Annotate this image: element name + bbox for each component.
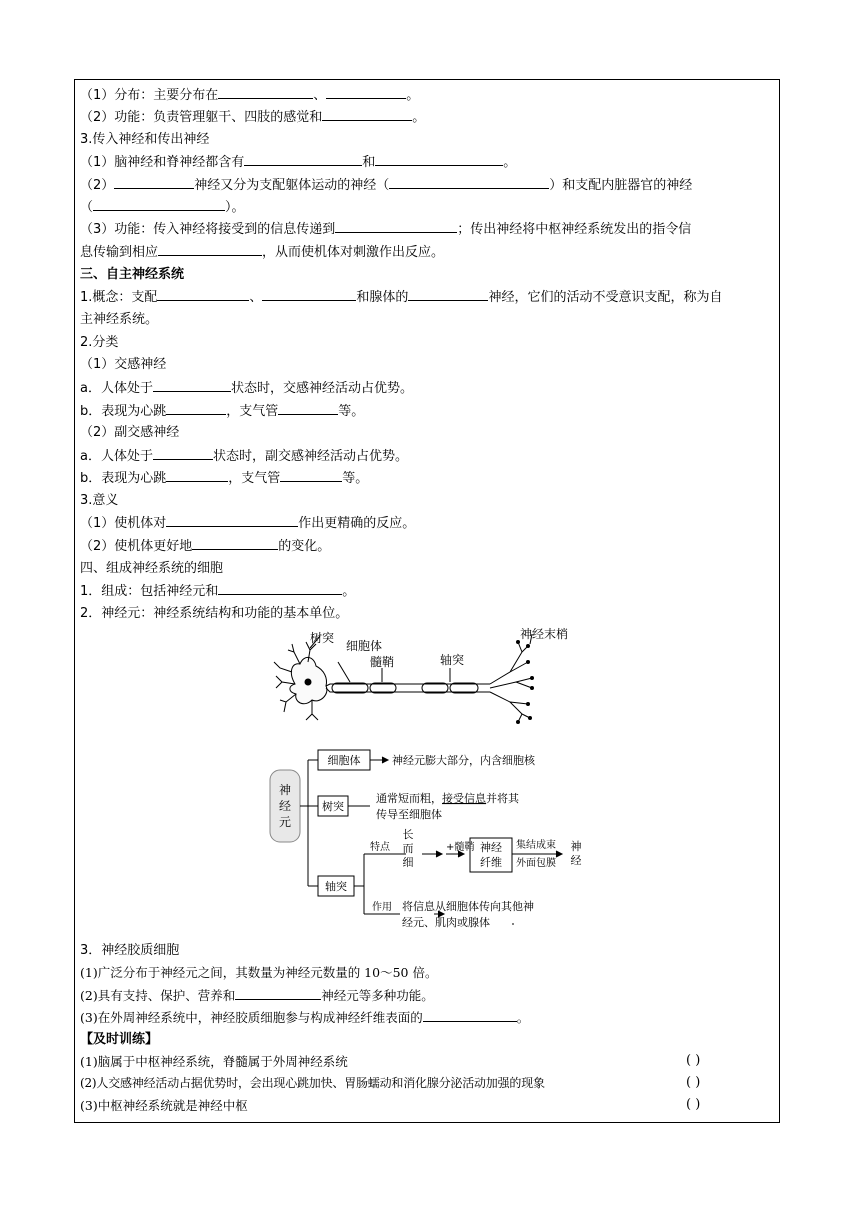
line-nerve-function: （3）功能：传入神经将接受到的信息传递到 ；传出神经将中枢神经系统发出的指令信: [80, 222, 692, 237]
answer-paren-1[interactable]: ( ): [686, 1053, 701, 1068]
blank[interactable]: [244, 153, 362, 166]
label-axon: 轴突: [440, 653, 465, 667]
chart-long: 长: [402, 828, 414, 841]
line-concept-2: 主神经系统。: [80, 312, 159, 327]
line-glia-2: (2)具有支持、保护、营养和 神经元等多种功能。: [80, 988, 434, 1003]
label-terminal: 神经末梢: [520, 627, 569, 641]
question-3: (3)中枢神经系统就是神经中枢: [80, 1098, 248, 1113]
heading-practice: 【及时训练】: [80, 1032, 159, 1047]
line-neuron-def: 2．神经元：神经系统结构和功能的基本单位。: [80, 606, 349, 621]
blank[interactable]: [153, 379, 231, 392]
heading-afferent-efferent: 3.传入神经和传出神经: [80, 132, 210, 147]
blank[interactable]: [326, 86, 406, 99]
line-efferent-split: （2） 神经又分为支配躯体运动的神经（ ）和支配内脏器官的神经: [80, 178, 693, 193]
answer-paren-3[interactable]: ( ): [686, 1097, 701, 1112]
chart-plus-myelin: +髓鞘: [446, 842, 475, 853]
blank[interactable]: [192, 537, 278, 550]
answer-paren-2[interactable]: ( ): [686, 1075, 701, 1090]
section-autonomic: 三、自主神经系统: [80, 267, 185, 282]
blank[interactable]: [93, 198, 225, 211]
line-function: （2）功能：负责管理躯干、四肢的感觉和 。: [80, 110, 426, 125]
chart-bundle: 集结成束: [516, 840, 556, 851]
line-sym-state: a．人体处于 状态时，交感神经活动占优势。: [80, 381, 413, 396]
chart-root-2: 经: [278, 799, 292, 813]
chart-function: 作用: [372, 902, 392, 913]
line-distribution: （1）分布：主要分布在 、 。: [80, 88, 420, 103]
blank[interactable]: [157, 288, 249, 301]
line-concept: 1.概念：支配 、 和腺体的 神经，它们的活动不受意识支配，称为自: [80, 290, 723, 305]
chart-nerve-2: 经: [570, 854, 582, 867]
line-nerve-function-2: 息传输到相应 ，从而使机体对刺激作出反应。: [80, 245, 445, 260]
line-meaning-2: （2）使机体更好地 的变化。: [80, 539, 331, 554]
blank[interactable]: [218, 86, 313, 99]
neuron-concept-chart: [266, 738, 606, 932]
blank[interactable]: [322, 108, 412, 121]
chart-func-desc-2: 经元、肌肉或腺体: [402, 916, 490, 929]
chart-fiber-1: 神经: [480, 841, 502, 854]
blank[interactable]: [235, 987, 321, 1000]
blank[interactable]: [280, 469, 342, 482]
chart-fiber-2: 纤维: [480, 856, 502, 869]
blank[interactable]: [114, 176, 194, 189]
chart-axon: 轴突: [325, 880, 347, 893]
blank[interactable]: [335, 220, 457, 233]
line-sym-effect: b．表现为心跳 ，支气管 等。: [80, 404, 365, 419]
line-glia-1: (1)广泛分布于神经元之间，其数量为神经元数量的 10～50 倍。: [80, 965, 438, 980]
chart-root-1: 神: [278, 783, 292, 797]
line-meaning-1: （1）使机体对 作出更精确的反应。: [80, 516, 416, 531]
question-2: (2)人交感神经活动占据优势时，会出现心跳加快、胃肠蠕动和消化腺分泌活动加强的现象: [80, 1076, 545, 1090]
line-efferent-split-2: （ ）。: [80, 200, 245, 215]
heading-classification: 2.分类: [80, 335, 119, 350]
blank[interactable]: [218, 582, 342, 595]
label-myelin: 髓鞘: [370, 655, 395, 669]
heading-meaning: 3.意义: [80, 493, 119, 508]
chart-cell-body-desc: 神经元膨大部分，内含细胞核: [392, 754, 535, 767]
blank[interactable]: [166, 514, 298, 527]
chart-dendrite: 树突: [322, 800, 344, 813]
line-para-state: a．人体处于 状态时，副交感神经活动占优势。: [80, 449, 408, 464]
heading-sympathetic: （1）交感神经: [80, 357, 167, 372]
chart-dendrite-desc-2: 传导至细胞体: [376, 808, 442, 821]
label-cell-body: 细胞体: [346, 639, 383, 653]
chart-membrane: 外面包膜: [516, 858, 556, 869]
chart-nerve-1: 神: [570, 840, 582, 853]
blank[interactable]: [375, 153, 503, 166]
question-1: (1)脑属于中枢神经系统，脊髓属于外周神经系统: [80, 1054, 348, 1069]
blank[interactable]: [262, 288, 356, 301]
section-cells: 四、组成神经系统的细胞: [80, 561, 224, 576]
blank[interactable]: [158, 243, 262, 256]
chart-root-3: 元: [278, 815, 292, 829]
chart-feature: 特点: [370, 842, 390, 853]
neuron-illustration: [270, 622, 569, 732]
blank[interactable]: [166, 402, 226, 415]
chart-thin: 细: [402, 856, 414, 869]
blank[interactable]: [389, 176, 549, 189]
chart-cell-body: 细胞体: [327, 754, 361, 767]
blank[interactable]: [166, 469, 228, 482]
label-dendrite: 树突: [310, 631, 335, 645]
heading-glia: 3．神经胶质细胞: [80, 943, 180, 958]
line-composition: 1．组成：包括神经元和 。: [80, 584, 356, 599]
chart-func-desc-1: 将信息从细胞体传向其他神: [402, 900, 534, 913]
blank[interactable]: [423, 1009, 517, 1022]
heading-parasympathetic: （2）副交感神经: [80, 425, 180, 440]
line-contain: （1）脑神经和脊神经都含有 和 。: [80, 155, 517, 170]
line-glia-3: (3)在外周神经系统中，神经胶质细胞参与构成神经纤维表面的 。: [80, 1010, 530, 1025]
blank[interactable]: [278, 402, 338, 415]
blank[interactable]: [408, 288, 488, 301]
chart-and: 而: [402, 842, 414, 855]
chart-dendrite-desc: 通常短而粗，接受信息并将其: [376, 792, 519, 805]
line-para-effect: b．表现为心跳 ，支气管 等。: [80, 471, 369, 486]
blank[interactable]: [153, 447, 213, 460]
